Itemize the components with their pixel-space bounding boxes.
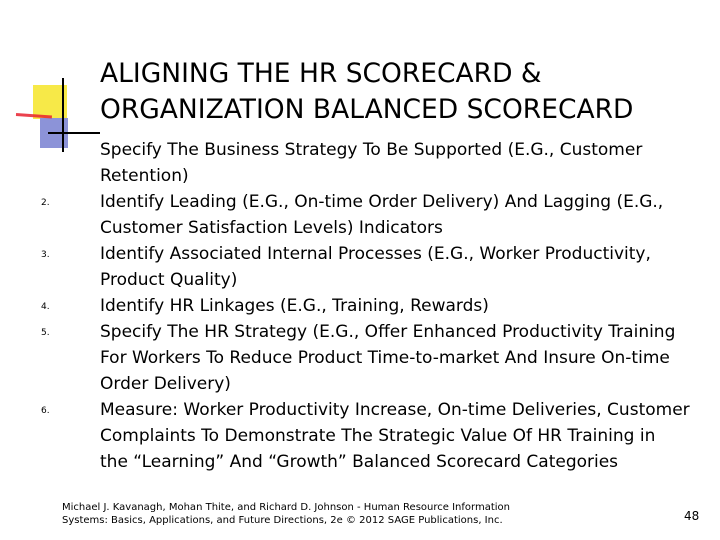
list-item-text: Measure: Worker Productivity Increase, On-time Deliveries, Customer <box>100 400 690 420</box>
list-item <box>0 241 720 293</box>
list-number: 3. <box>41 250 50 260</box>
list-item <box>0 137 720 189</box>
list-item-text: Retention) <box>100 166 189 186</box>
list-number: 4. <box>41 302 50 312</box>
list-item <box>0 397 720 475</box>
list-item-text: Specify The HR Strategy (E.G., Offer Enhanced Productivity Training <box>100 322 676 342</box>
page-number: 48 <box>684 509 700 523</box>
black-horizontal-line <box>48 132 100 134</box>
list-item-text: Identify Leading (E.G., On-time Order Delivery) And Lagging (E.G., <box>100 192 664 212</box>
list-number: 2. <box>41 198 50 208</box>
list-item <box>0 293 720 319</box>
list-item <box>0 319 720 397</box>
footer-citation <box>62 501 532 527</box>
footer-line: Systems: Basics, Applications, and Future Directions, 2e © 2012 SAGE Publications, Inc. <box>62 515 503 526</box>
list-item-text: the “Learning” And “Growth” Balanced Scorecard Categories <box>100 452 619 472</box>
list-item-text: Identify Associated Internal Processes (E.G., Worker Productivity, <box>100 244 651 264</box>
list-item-text: Product Quality) <box>100 270 238 290</box>
list-item-text: For Workers To Reduce Product Time-to-market And Insure On-time <box>100 348 670 368</box>
list-item <box>0 189 720 241</box>
list-item-text: Customer Satisfaction Levels) Indicators <box>100 218 443 238</box>
list-item-text: Order Delivery) <box>100 374 231 394</box>
list-item-text: Specify The Business Strategy To Be Supported (E.G., Customer <box>100 140 643 160</box>
slide-title <box>100 56 700 128</box>
numbered-list <box>0 137 720 475</box>
title-line: ORGANIZATION BALANCED SCORECARD <box>100 94 634 125</box>
list-item-text: Identify HR Linkages (E.G., Training, Rewards) <box>100 296 489 316</box>
list-number: 6. <box>41 406 50 416</box>
title-line: ALIGNING THE HR SCORECARD & <box>100 58 542 89</box>
list-item-text: Complaints To Demonstrate The Strategic Value Of HR Training in <box>100 426 656 446</box>
corner-decoration <box>0 0 100 160</box>
list-number: 5. <box>41 328 50 338</box>
footer-line: Michael J. Kavanagh, Mohan Thite, and Richard D. Johnson - Human Resource Information <box>62 502 510 513</box>
